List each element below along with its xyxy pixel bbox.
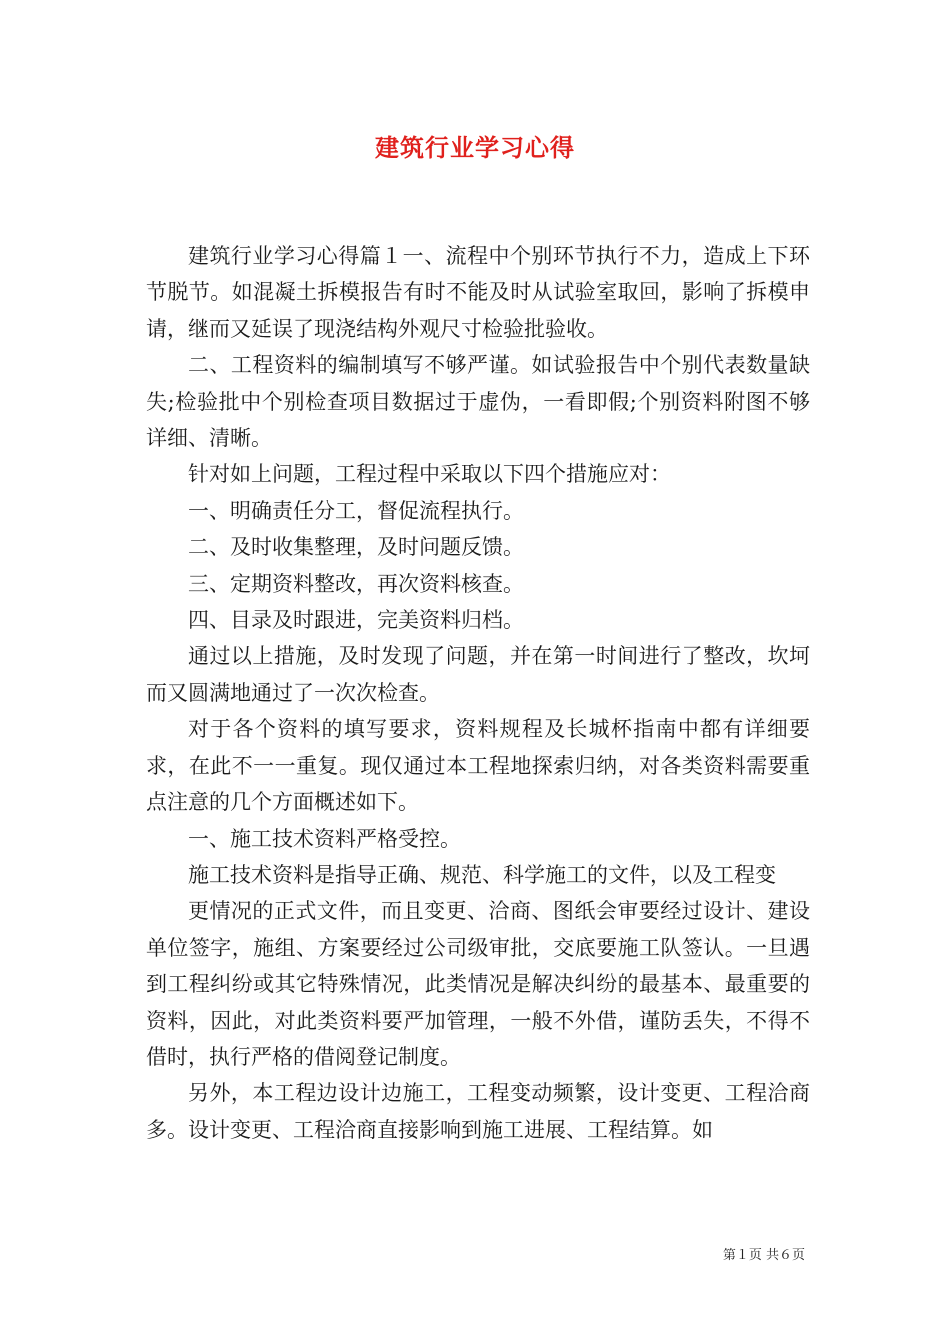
paragraph-11: 施工技术资料是指导正确、规范、科学施工的文件，以及工程变 xyxy=(188,862,776,887)
document-body xyxy=(146,238,810,1148)
document-title: 建筑行业学习心得 xyxy=(375,133,575,162)
paragraph-6: 三、定期资料整改，再次资料核查。 xyxy=(188,571,524,596)
paragraph-3: 针对如上问题，工程过程中采取以下四个措施应对： xyxy=(188,462,671,487)
paragraph-12: 更情况的正式文件，而且变更、洽商、图纸会审要经过设计、建设单位签字，施组、方案要经过公司级审批，交底要施工队签认。一旦遇到工程纠纷或其它特殊情况，此类情况是解决纠纷的最基本、最重要的资料，因此，对此类资料要严加管理，一般不外借，谨防丢失，不得不借时，执行严格的借阅登记制度。 xyxy=(146,899,810,1069)
paragraph-10: 一、施工技术资料严格受控。 xyxy=(188,826,461,851)
paragraph-13: 另外，本工程边设计边施工，工程变动频繁，设计变更、工程洽商多。设计变更、工程洽商直接影响到施工进展、工程结算。如 xyxy=(146,1081,810,1142)
page-number-footer: 第１页 共６页 xyxy=(722,1248,805,1263)
paragraph-7: 四、目录及时跟进，完美资料归档。 xyxy=(188,608,524,633)
paragraph-8: 通过以上措施，及时发现了问题，并在第一时间进行了整改，坎坷而又圆满地通过了一次次检查。 xyxy=(146,644,810,705)
paragraph-2: 二、工程资料的编制填写不够严谨。如试验报告中个别代表数量缺失;检验批中个别检查项目数据过于虚伪，一看即假;个别资料附图不够详细、清晰。 xyxy=(146,353,810,451)
paragraph-9: 对于各个资料的填写要求，资料规程及长城杯指南中都有详细要求，在此不一一重复。现仅通过本工程地探索归纳，对各类资料需要重点注意的几个方面概述如下。 xyxy=(146,717,810,815)
paragraph-5: 二、及时收集整理，及时问题反馈。 xyxy=(188,535,524,560)
paragraph-1: 建筑行业学习心得篇１一、流程中个别环节执行不力，造成上下环节脱节。如混凝土拆模报告有时不能及时从试验室取回，影响了拆模申请，继而又延误了现浇结构外观尺寸检验批验收。 xyxy=(146,244,810,341)
paragraph-4: 一、明确责任分工，督促流程执行。 xyxy=(188,498,524,523)
